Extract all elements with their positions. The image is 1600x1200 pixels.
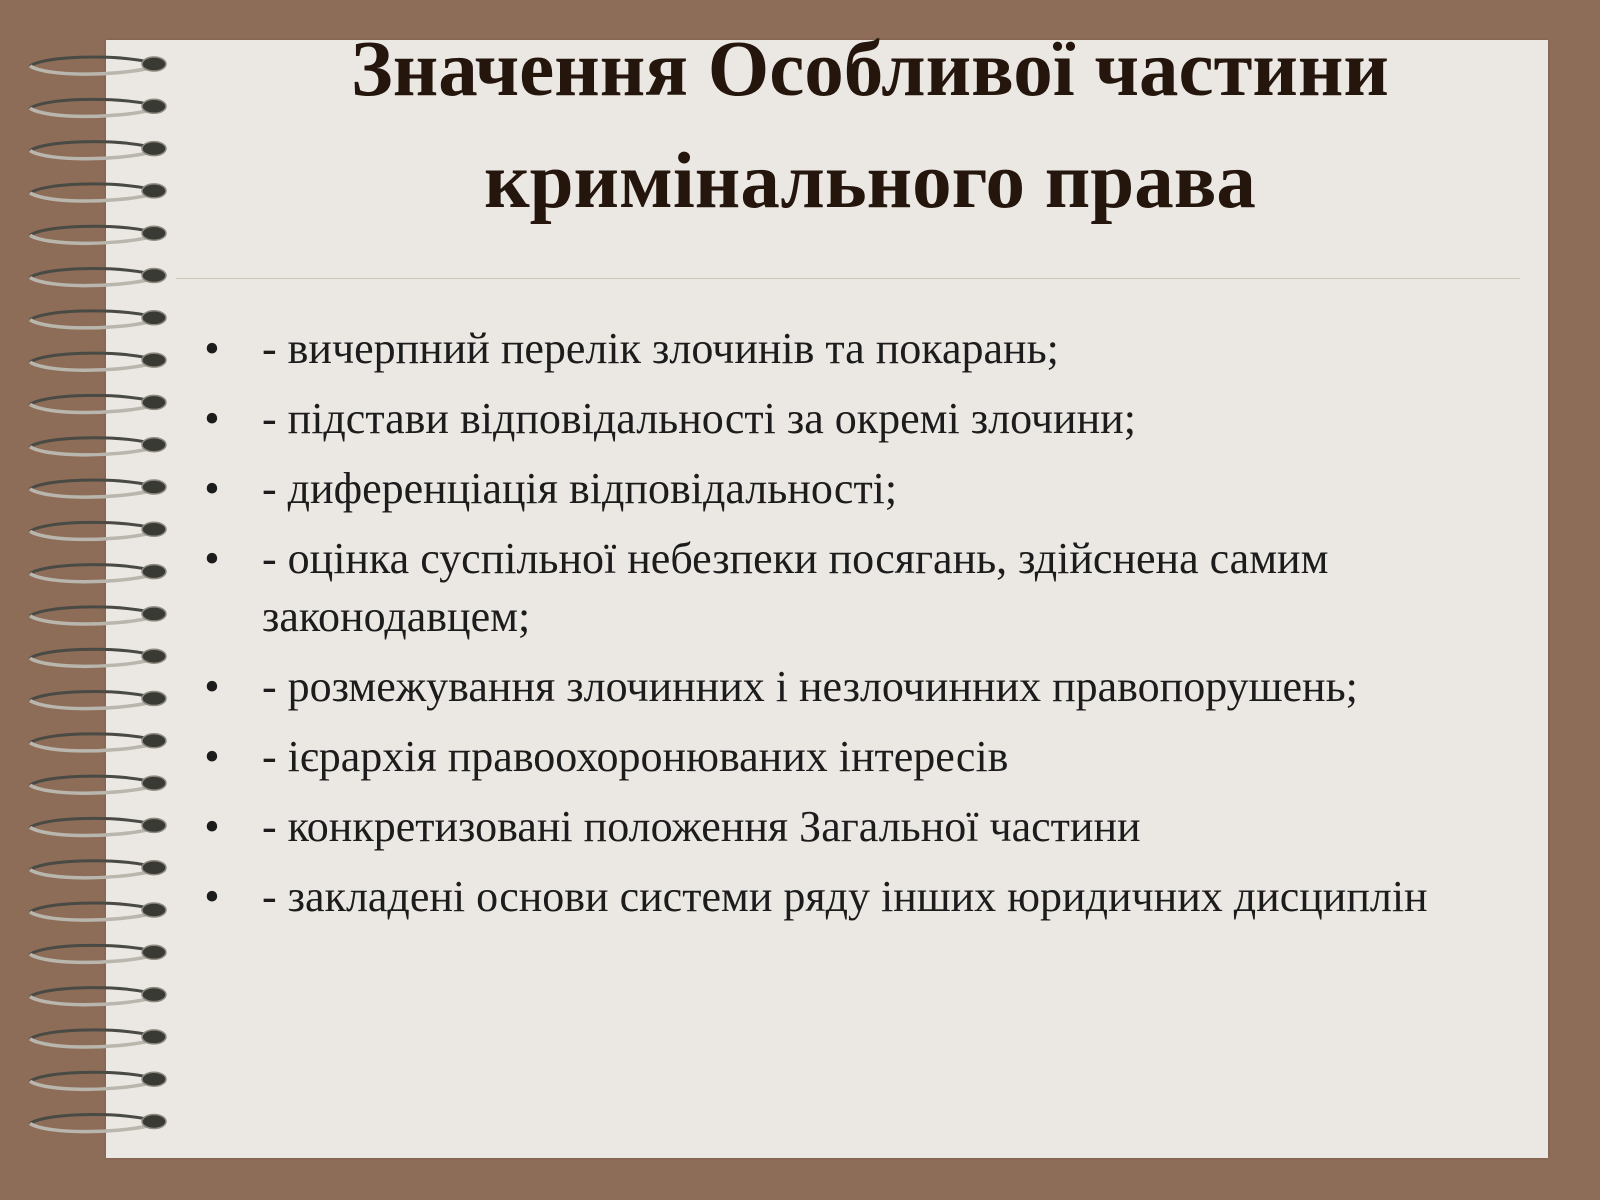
- bullet-list: [200, 320, 1460, 938]
- bullet-icon: •: [204, 534, 220, 583]
- spiral-ring: [30, 311, 166, 328]
- bullet-text: - розмежування злочинних і незлочинних правопорушень;: [262, 662, 1358, 711]
- bullet-icon: •: [204, 802, 220, 851]
- bullet-text: - ієрархія правоохоронюваних інтересів: [262, 732, 1009, 781]
- spiral-ring: [30, 269, 166, 286]
- bullet-text: - вичерпний перелік злочинів та покарань;: [262, 324, 1059, 373]
- spiral-ring: [30, 438, 166, 455]
- list-item: [200, 798, 1460, 856]
- bullet-text: - закладені основи системи ряду інших юридичних дисциплін: [262, 872, 1428, 921]
- spiral-ring: [30, 395, 166, 412]
- title-divider: [176, 278, 1520, 279]
- title-line-2: кримінального права: [484, 138, 1256, 225]
- spiral-ring: [30, 1072, 166, 1089]
- spiral-ring: [30, 607, 166, 624]
- title-line-1: Значення Особливої частини: [351, 26, 1389, 113]
- list-item: [200, 530, 1460, 646]
- spiral-ring: [30, 734, 166, 751]
- bullet-text: - конкретизовані положення Загальної частини: [262, 802, 1141, 851]
- spiral-ring: [30, 818, 166, 835]
- list-item: [200, 390, 1460, 448]
- bullet-icon: •: [204, 732, 220, 781]
- list-item: [200, 320, 1460, 378]
- spiral-ring: [30, 988, 166, 1005]
- list-item: [200, 868, 1460, 926]
- bullet-icon: •: [204, 394, 220, 443]
- bullet-text: - диференціація відповідальності;: [262, 464, 898, 513]
- bullet-icon: •: [204, 662, 220, 711]
- bullet-icon: •: [204, 872, 220, 921]
- spiral-ring: [30, 692, 166, 709]
- bullet-icon: •: [204, 464, 220, 513]
- spiral-ring: [30, 1030, 166, 1047]
- spiral-ring: [30, 776, 166, 793]
- spiral-ring: [30, 353, 166, 370]
- spiral-ring: [30, 861, 166, 878]
- bullet-text: - оцінка суспільної небезпеки посягань, здійснена самим законодавцем;: [262, 534, 1329, 641]
- spiral-ring: [30, 945, 166, 962]
- list-item: [200, 728, 1460, 786]
- spiral-ring: [30, 1115, 166, 1132]
- spiral-ring: [30, 522, 166, 539]
- spiral-ring: [30, 903, 166, 920]
- spiral-ring: [30, 480, 166, 497]
- spiral-ring: [30, 565, 166, 582]
- spiral-ring: [30, 649, 166, 666]
- list-item: [200, 658, 1460, 716]
- bullet-text: - підстави відповідальності за окремі злочини;: [262, 394, 1136, 443]
- list-item: [200, 460, 1460, 518]
- bullet-icon: •: [204, 324, 220, 373]
- slide-title: [0, 14, 1600, 238]
